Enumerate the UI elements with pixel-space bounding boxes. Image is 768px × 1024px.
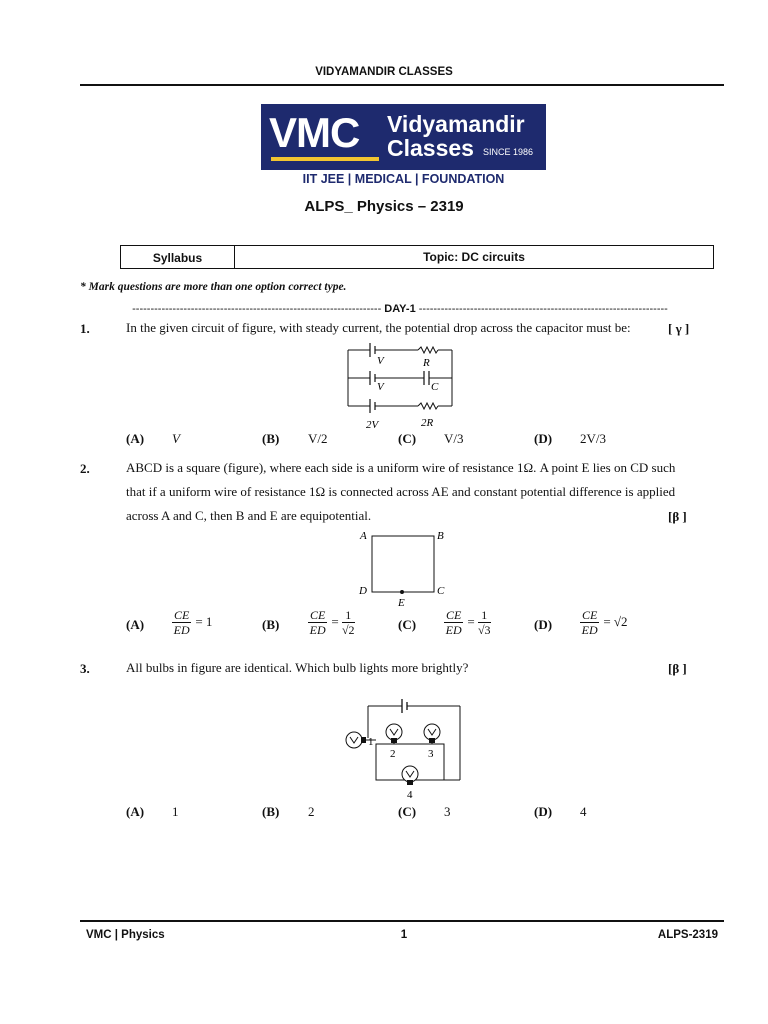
- q3-option-d-label[interactable]: (D): [534, 804, 553, 819]
- rhs: = 1: [195, 614, 213, 630]
- rhs: = √2: [603, 614, 628, 630]
- label-e: E: [398, 597, 405, 608]
- logo-line1: Vidyamandir: [387, 111, 525, 137]
- day-label: DAY-1: [384, 303, 416, 315]
- syllabus-table: [120, 245, 714, 269]
- question-2-line-1: ABCD is a square (figure), where each side is a uniform wire of resistance 1Ω. A point E lies on CD such: [126, 460, 676, 475]
- instruction-note: * Mark questions are more than one option correct type.: [80, 281, 347, 293]
- q3-option-d-value: 4: [580, 804, 587, 819]
- logo-mark: VMC: [269, 109, 360, 156]
- question-2-answer: [β ]: [668, 509, 687, 524]
- bulb-3-label: 3: [428, 748, 434, 760]
- rhs-den: √3: [477, 623, 491, 637]
- label-2v: 2V: [366, 419, 379, 431]
- label-b: B: [437, 530, 444, 542]
- question-2-number: 2.: [80, 461, 90, 476]
- question-3-text: All bulbs in figure are identical. Which bulb lights more brightly?: [126, 660, 469, 675]
- question-2-line-2: that if a uniform wire of resistance 1Ω is connected across AE and constant potential difference is applied: [126, 484, 676, 499]
- q2-option-c-label[interactable]: (C): [398, 617, 417, 632]
- rhs-num: 1: [478, 608, 491, 623]
- label-d: D: [359, 585, 367, 597]
- q2-option-b-expr: $\frac{CE}{ED}$ = $\frac{1}{√2}$: [309, 608, 355, 637]
- q2-option-a-expr: [172, 608, 212, 637]
- header-rule: [80, 84, 724, 86]
- vmc-logo: [261, 104, 546, 170]
- label-v2: V: [377, 381, 384, 393]
- bulb-1-label: 1: [368, 736, 374, 748]
- logo-line2: Classes: [387, 135, 474, 161]
- bulb-2-label: 2: [390, 748, 396, 760]
- circuit-figure-q1: [340, 342, 460, 432]
- frac-num: CE: [310, 608, 326, 622]
- q1-option-b-value: V/2: [308, 431, 328, 446]
- q3-option-c-value: 3: [444, 804, 451, 819]
- q1-option-b-label[interactable]: (B): [262, 431, 280, 446]
- syllabus-label: Syllabus: [121, 246, 235, 268]
- label-c: C: [431, 381, 439, 393]
- q1-option-a-value: V: [172, 431, 180, 446]
- q2-option-b-label[interactable]: (B): [262, 617, 280, 632]
- label-v1: V: [377, 355, 384, 367]
- document-title: ALPS_ Physics – 2319: [304, 198, 464, 215]
- footer-page-number: 1: [400, 929, 408, 941]
- q3-option-b-value: 2: [308, 804, 315, 819]
- rhs-num: 1: [342, 608, 355, 623]
- square-figure-q2: [354, 526, 454, 608]
- question-1-answer: [ γ ]: [668, 321, 690, 336]
- label-r: R: [423, 357, 430, 369]
- q2-option-d-label[interactable]: (D): [534, 617, 553, 632]
- day-divider: -------------------------------------------------------------------- DAY-1 --------------------------------------------------------------------: [132, 303, 668, 315]
- q2-option-c-expr: $\frac{CE}{ED}$ = $\frac{1}{√3}$: [445, 608, 491, 637]
- q1-option-c-label[interactable]: (C): [398, 431, 417, 446]
- question-3-answer: [β ]: [668, 661, 687, 676]
- footer-left: VMC | Physics: [86, 929, 165, 941]
- page-header-title: VIDYAMANDIR CLASSES: [315, 66, 453, 78]
- question-1-number: 1.: [80, 321, 90, 336]
- label-c: C: [437, 585, 445, 597]
- q3-option-a-label[interactable]: (A): [126, 804, 145, 819]
- q1-option-a-label[interactable]: (A): [126, 431, 145, 446]
- logo-underline: [271, 157, 379, 161]
- footer-rule: [80, 920, 724, 922]
- footer-right: ALPS-2319: [657, 929, 718, 941]
- frac-den: ED: [309, 623, 326, 637]
- q1-option-d-value: 2V/3: [580, 431, 606, 446]
- question-2-line-3: across A and C, then B and E are equipotential.: [126, 508, 372, 523]
- label-a: A: [360, 530, 367, 542]
- q2-option-a-label[interactable]: (A): [126, 617, 145, 632]
- logo-since: SINCE 1986: [483, 147, 534, 157]
- label-2r: 2R: [421, 417, 434, 429]
- q3-option-a-value: 1: [172, 804, 179, 819]
- q3-option-c-label[interactable]: (C): [398, 804, 417, 819]
- q2-option-d-expr: [580, 608, 628, 637]
- frac-den: ED: [445, 623, 462, 637]
- syllabus-topic: Topic: DC circuits: [423, 250, 525, 264]
- question-3-number: 3.: [80, 661, 90, 676]
- q1-option-c-value: V/3: [444, 431, 464, 446]
- frac-den: ED: [173, 623, 190, 637]
- frac-num: CE: [174, 608, 190, 622]
- question-1-text: In the given circuit of figure, with steady current, the potential drop across the capacitor must be:: [126, 320, 631, 335]
- bulb-circuit-figure-q3: [340, 694, 464, 802]
- frac-den: ED: [581, 623, 598, 637]
- frac-num: CE: [446, 608, 462, 622]
- bulb-4-label: 4: [407, 789, 413, 801]
- rhs-den: √2: [341, 623, 355, 637]
- frac-num: CE: [582, 608, 598, 622]
- q1-option-d-label[interactable]: (D): [534, 431, 553, 446]
- logo-tagline: IIT JEE | MEDICAL | FOUNDATION: [302, 172, 505, 186]
- q3-option-b-label[interactable]: (B): [262, 804, 280, 819]
